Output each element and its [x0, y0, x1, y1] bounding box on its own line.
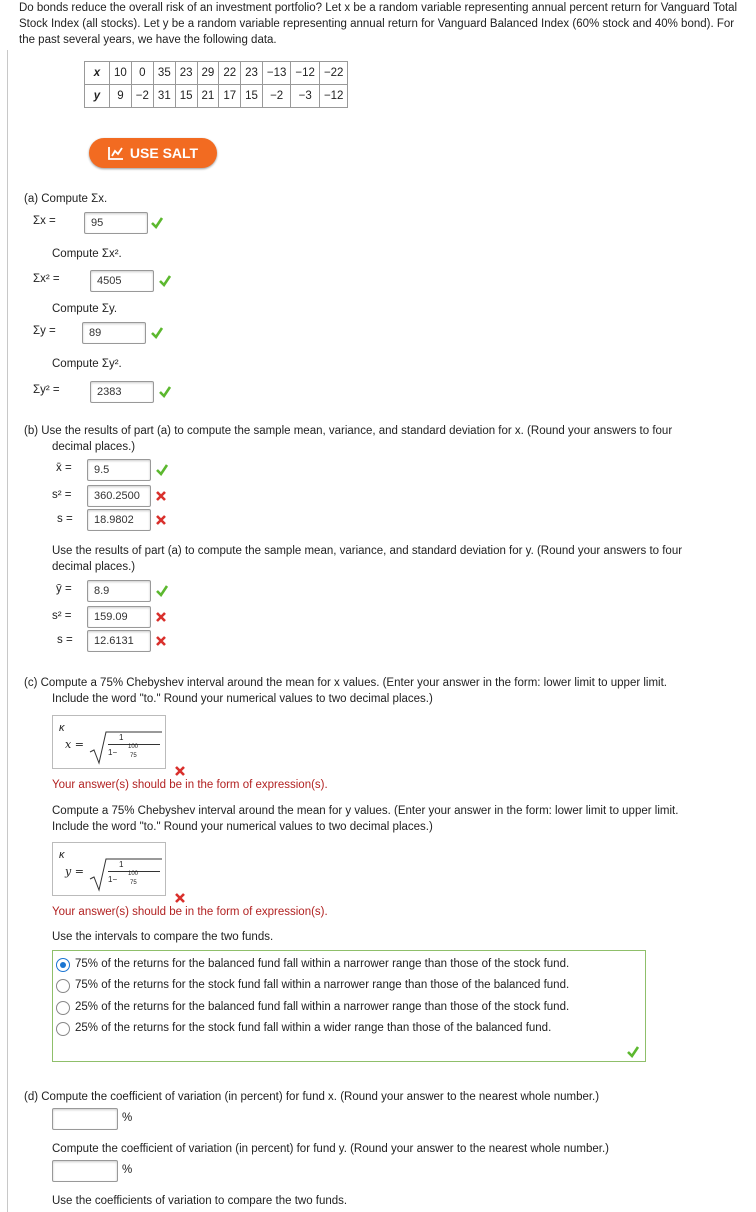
correct-check-icon — [155, 463, 169, 477]
option-label-3[interactable]: 25% of the returns for the balanced fund fall within a narrower range than those of the stock fund. — [75, 1001, 570, 1013]
percent-sign: % — [122, 1112, 133, 1124]
sum-x2-input[interactable]: 4505 — [90, 270, 154, 292]
table-row-y: y 9 −2 31 15 21 17 15 −2 −3 −12 — [85, 85, 348, 108]
part-c-q2: Compute a 75% Chebyshev interval around the mean for y values. (Enter your answer in the form: lower limit to upper limit. — [52, 805, 679, 817]
kappa-symbol: κ — [59, 722, 65, 734]
correct-check-icon — [626, 1045, 640, 1059]
ybar-label: ȳ = — [56, 583, 72, 595]
part-d-q3: Use the coefficients of variation to compare the two funds. — [52, 1195, 348, 1207]
correct-check-icon — [150, 216, 164, 230]
sum-x-input[interactable]: 95 — [84, 212, 148, 234]
incorrect-x-icon — [155, 490, 167, 502]
s2-x-label: s² = — [52, 489, 72, 501]
salt-chart-icon — [108, 146, 124, 160]
kappa-symbol: κ — [59, 849, 65, 861]
y-equals: y = — [65, 865, 84, 878]
sqrt-sign-icon — [88, 857, 164, 893]
part-b-y-question2: decimal places.) — [52, 561, 136, 573]
sqrt-sign-icon — [88, 730, 164, 766]
part-b-title: (b) Use the results of part (a) to compute the sample mean, variance, and standard deviation for x. (Round your answers to four — [24, 425, 673, 437]
data-table — [84, 61, 348, 108]
incorrect-x-icon — [174, 892, 186, 904]
sum-x-label: Σx = — [33, 215, 56, 227]
incorrect-x-icon — [155, 611, 167, 623]
incorrect-x-icon — [155, 514, 167, 526]
s-y-input[interactable]: 12.6131 — [87, 630, 151, 652]
sum-y-input[interactable]: 89 — [82, 322, 146, 344]
cv-x-input[interactable] — [52, 1108, 118, 1130]
y-interval-answer-box[interactable]: κ y = 1 1− 100 75 — [52, 842, 166, 896]
correct-check-icon — [155, 584, 169, 598]
y-interval-error: Your answer(s) should be in the form of expression(s). — [52, 906, 328, 918]
incorrect-x-icon — [155, 635, 167, 647]
part-b-y-question: Use the results of part (a) to compute the sample mean, variance, and standard deviation for y. (Round your answers to four — [52, 545, 683, 557]
left-border — [7, 50, 8, 1212]
s-x-label: s = — [57, 513, 73, 525]
part-c-q1: (c) Compute a 75% Chebyshev interval around the mean for x values. (Enter your answer in the form: lower limit to upper limit. — [24, 677, 668, 689]
percent-sign: % — [122, 1164, 133, 1176]
part-c-q1b: Include the word "to." Round your numerical values to two decimal places.) — [52, 693, 433, 705]
part-b-title2: decimal places.) — [52, 441, 136, 453]
s2-y-label: s² = — [52, 610, 72, 622]
s-x-input[interactable]: 18.9802 — [87, 509, 151, 531]
part-a-q3: Compute Σy. — [52, 303, 118, 315]
row-label-x: x — [85, 62, 110, 85]
part-d-q2: Compute the coefficient of variation (in percent) for fund y. (Round your answer to the nearest whole number.) — [52, 1143, 609, 1155]
option-label-2[interactable]: 75% of the returns for the stock fund fall within a narrower range than those of the balanced fund. — [75, 979, 570, 991]
use-salt-button[interactable] — [89, 138, 217, 168]
xbar-input[interactable]: 9.5 — [87, 459, 151, 481]
xbar-label: x̄ = — [56, 462, 72, 474]
sum-x2-label: Σx² = — [33, 273, 60, 285]
correct-check-icon — [158, 385, 172, 399]
sum-y2-input[interactable]: 2383 — [90, 381, 154, 403]
s2-x-input[interactable]: 360.2500 — [87, 485, 151, 507]
sum-y-label: Σy = — [33, 325, 56, 337]
correct-check-icon — [158, 274, 172, 288]
cv-y-input[interactable] — [52, 1160, 118, 1182]
table-row-x: x 10 0 35 23 29 22 23 −13 −12 −22 — [85, 62, 348, 85]
question-intro: Do bonds reduce the overall risk of an investment portfolio? Let x be a random variable representing annual percent return for Vanguard Total Stock Index (all stocks). Let y be a random variable representing annual return for Vanguard Balanced Index (60% stock and 40% bond). For the past several years, we have the following data. — [19, 2, 738, 46]
option-radio-4[interactable] — [56, 1022, 70, 1036]
salt-label: USE SALT — [129, 145, 199, 161]
row-label-y: y — [85, 85, 110, 108]
correct-check-icon — [150, 326, 164, 340]
option-radio-3[interactable] — [56, 1001, 70, 1015]
sum-y2-label: Σy² = — [33, 384, 60, 396]
part-c-q2b: Include the word "to." Round your numerical values to two decimal places.) — [52, 821, 433, 833]
ybar-input[interactable]: 8.9 — [87, 580, 151, 602]
x-interval-error: Your answer(s) should be in the form of expression(s). — [52, 779, 328, 791]
option-label-4[interactable]: 25% of the returns for the stock fund fall within a wider range than those of the balanced fund. — [75, 1022, 552, 1034]
compare-intervals-prompt: Use the intervals to compare the two funds. — [52, 931, 274, 943]
option-radio-2[interactable] — [56, 979, 70, 993]
option-label-1[interactable]: 75% of the returns for the balanced fund fall within a narrower range than those of the stock fund. — [75, 958, 570, 970]
incorrect-x-icon — [174, 765, 186, 777]
x-equals: x = — [65, 738, 84, 751]
part-a-q2: Compute Σx². — [52, 248, 122, 260]
s2-y-input[interactable]: 159.09 — [87, 606, 151, 628]
s-y-label: s = — [57, 634, 73, 646]
option-radio-1[interactable] — [56, 958, 70, 972]
part-a-title: (a) Compute Σx. — [24, 193, 108, 205]
part-d-q1: (d) Compute the coefficient of variation (in percent) for fund x. (Round your answer to the nearest whole number.) — [24, 1091, 600, 1103]
part-a-q4: Compute Σy². — [52, 358, 122, 370]
x-interval-answer-box[interactable]: κ x = 1 1− 100 75 — [52, 715, 166, 769]
